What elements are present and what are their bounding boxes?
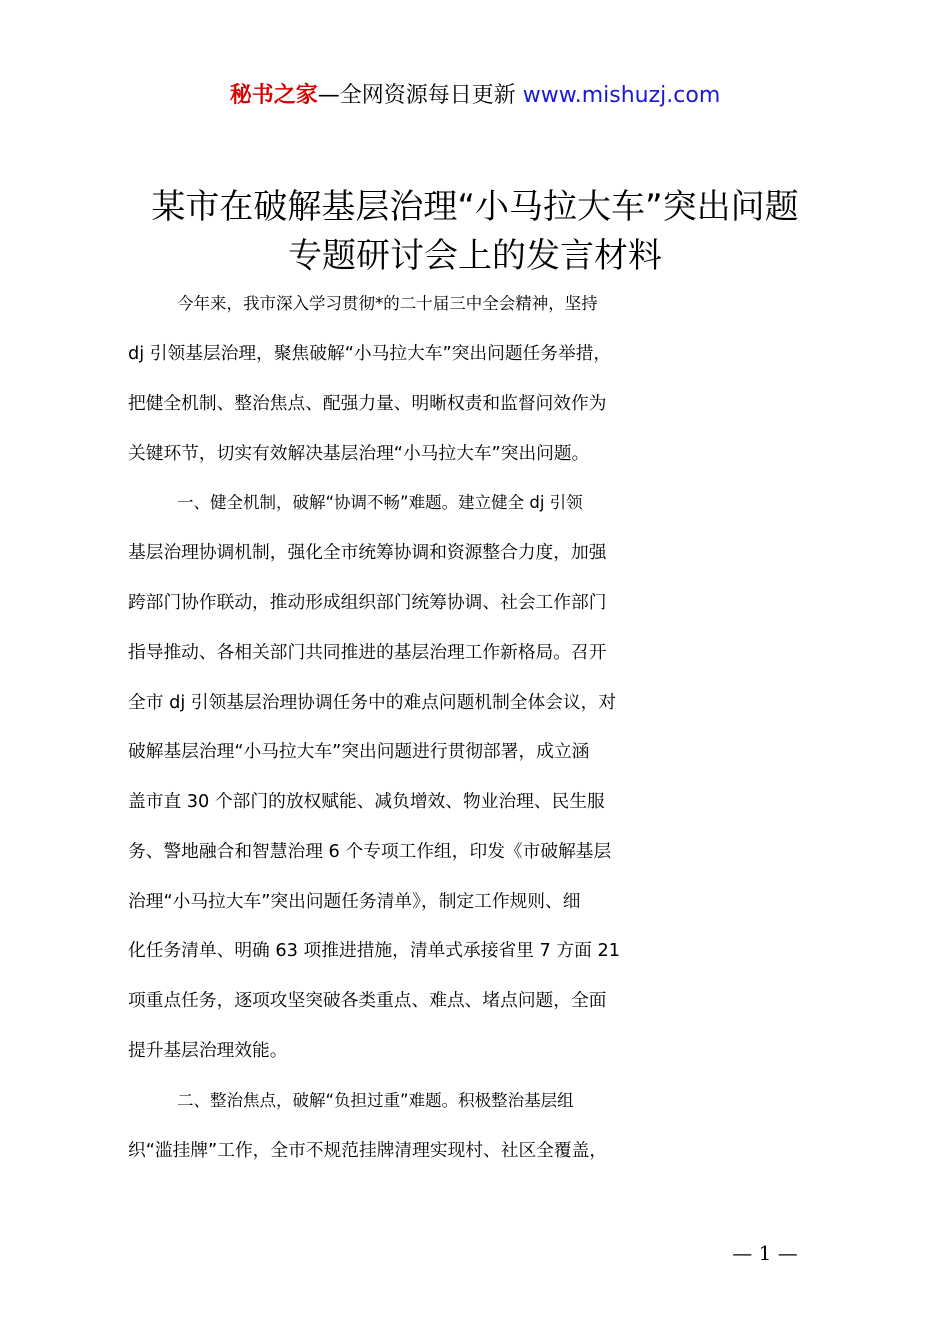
body-line: 盖市直 30 个部门的放权赋能、减负增效、物业治理、民生服 [128,792,605,812]
body-line: 指导推动、各相关部门共同推进的基层治理工作新格局。召开 [128,643,607,663]
body-line: 务、警地融合和智慧治理 6 个专项工作组，印发《市破解基层 [128,842,612,862]
page-number: — 1 — [732,1241,798,1265]
body-line: 织“滥挂牌”工作，全市不规范挂牌清理实现村、社区全覆盖， [128,1141,608,1161]
body-line: 破解基层治理“小马拉大车”突出问题进行贯彻部署，成立涵 [128,742,590,762]
body-line: 提升基层治理效能。 [128,1041,288,1061]
body-line: 今年来，我市深入学习贯彻*的二十届三中全会精神，坚持 [177,294,598,313]
body-line: 基层治理协调机制，强化全市统筹协调和资源整合力度，加强 [128,543,607,563]
body-line: 治理“小马拉大车”突出问题任务清单》，制定工作规则、细 [128,892,581,912]
body-line: 二、整治焦点，破解“负担过重”难题。积极整治基层组 [177,1091,574,1110]
site-tagline: —全网资源每日更新 [317,83,523,108]
body-line: 把健全机制、整治焦点、配强力量、明晰权责和监督问效作为 [128,394,607,414]
document-title-line-1: 某市在破解基层治理“小马拉大车”突出问题 [151,187,799,227]
body-line: 全市 dj 引领基层治理协调任务中的难点问题机制全体会议，对 [128,693,617,713]
document-title-line-2: 专题研讨会上的发言材料 [288,236,662,276]
site-brand: 秘书之家 [229,83,318,108]
body-line: 化任务清单、明确 63 项推进措施，清单式承接省里 7 方面 21 [128,941,621,961]
body-line: 跨部门协作联动，推动形成组织部门统筹协调、社会工作部门 [128,593,607,613]
body-line: dj 引领基层治理，聚焦破解“小马拉大车”突出问题任务举措， [128,344,612,364]
body-line: 项重点任务，逐项攻坚突破各类重点、难点、堵点问题，全面 [128,991,607,1011]
body-line: 一、健全机制，破解“协调不畅”难题。建立健全 dj 引领 [177,493,583,512]
site-header [0,80,950,112]
body-line: 关键环节，切实有效解决基层治理“小马拉大车”突出问题。 [128,444,590,464]
site-url[interactable]: www.mishuzj.com [522,83,721,108]
